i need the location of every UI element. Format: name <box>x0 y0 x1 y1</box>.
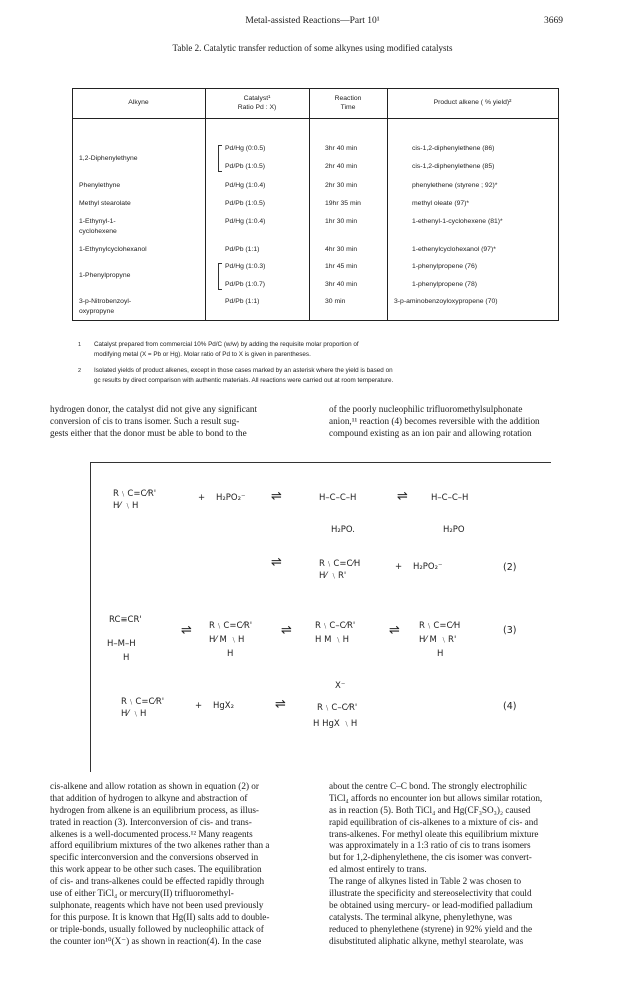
body-text-left-bottom <box>50 781 312 947</box>
intermediate-structure: H–C–C–H <box>431 493 469 503</box>
text-line: for this purpose. It is known that Hg(II) salts add to double- <box>50 911 270 922</box>
table-cell-catalyst: Pd/Pb (1:1) <box>225 298 260 305</box>
text-line: sulphonate, reagents which have not been used previously <box>50 899 264 910</box>
footnote-line: Isolated yields of product alkenes, except in those cases marked by an asterisk where the yield is based on <box>94 367 393 374</box>
table-footnote <box>78 366 558 388</box>
text-line: be obtained using mercury- or lead-modified palladium <box>329 899 533 910</box>
hydride-h: H <box>123 653 130 663</box>
text-line: gests either that the donor must be able to bond to the <box>50 427 247 438</box>
equilibrium-arrow: ⇌ <box>275 697 286 712</box>
metal-h: H <box>437 649 444 659</box>
metal-h: H <box>227 649 234 659</box>
table-cell-time: 1hr 30 min <box>325 218 358 225</box>
text-line: reduced to phenylethene (styrene) in 92% yield and the <box>329 923 533 934</box>
metal-alkyl-structure: R﹨C–C⁄R' <box>315 621 356 631</box>
hypophosphite: H₂PO₂⁻ <box>413 562 443 572</box>
text-line: or triple-bonds, usually followed by nucleophilic attack of <box>50 923 264 934</box>
text-line: anion,¹¹ reaction (4) becomes reversible with the addition <box>329 415 540 426</box>
row-bracket <box>218 263 222 290</box>
table-cell-product: 1-phenylpropene (76) <box>412 263 477 270</box>
text-line: cis-alkene and allow rotation as shown in equation (2) or <box>50 781 259 791</box>
column-divider <box>387 89 388 320</box>
counter-ion: X⁻ <box>335 681 346 691</box>
equation-number-2: (2) <box>503 562 517 573</box>
table-cell-time: 3hr 40 min <box>325 281 358 288</box>
text-line: illustrate the specificity and stereoselectivity that could <box>329 888 532 899</box>
text-line: specific interconversion and the conversions observed in <box>50 852 259 863</box>
text-line: afford equilibrium mixtures of the two alkenes rather than a <box>50 840 270 851</box>
table-caption: Table 2. Catalytic transfer reduction of some alkynes using modified catalysts <box>172 43 453 53</box>
footnote-line: Catalyst prepared from commercial 10% Pd/C (w/w) by adding the requisite molar proportion of <box>94 341 359 348</box>
equilibrium-arrow: ⇌ <box>271 555 282 570</box>
table-cell-catalyst: Pd/Hg (0:0.5) <box>225 145 266 152</box>
product-alkene-structure: R﹨C=C⁄H <box>319 559 361 569</box>
column-divider <box>309 89 310 320</box>
running-header <box>0 16 625 30</box>
text-line: that addition of hydrogen to alkyne and abstraction of <box>50 792 248 803</box>
table-cell-product: phenylethene (styrene ; 92)* <box>412 182 498 189</box>
equation-number-4: (4) <box>503 701 517 712</box>
table-cell-alkyne: Methyl stearolate <box>79 200 131 207</box>
intermediate-substituent: H₂PO <box>443 525 465 535</box>
alkene-substituents: H⁄ ﹨H <box>113 501 139 511</box>
table-cell-alkyne: 1,2-Diphenylethyne <box>79 155 138 162</box>
table-cell-catalyst: Pd/Pb (1:0.7) <box>225 281 266 288</box>
table-cell-time: 2hr 40 min <box>325 163 358 170</box>
table-cell-time: 1hr 45 min <box>325 263 358 270</box>
text-line: rapid equilibration of cis-alkenes to a mixture of cis- and <box>329 816 538 827</box>
text-line: catalysts. The terminal alkyne, phenylethyne, was <box>329 911 513 922</box>
footnote-mark: 1 <box>78 342 82 348</box>
table-cell-catalyst: Pd/Hg (1:0.4) <box>225 218 266 225</box>
metal-alkene-complex: R﹨C=C⁄R' <box>209 621 253 631</box>
table-cell-alkyne: cyclohexene <box>79 228 117 235</box>
alkene-substituents: H⁄ ﹨H <box>121 709 147 719</box>
metal-alkene-substituents: H⁄ M ﹨R' <box>419 635 457 645</box>
table-cell-catalyst: Pd/Pb (1:1) <box>225 246 260 253</box>
table-cell-alkyne: 1-Ethynylcyclohexanol <box>79 246 147 253</box>
text-line: disubstituted aliphatic alkyne, methyl stearolate, was <box>329 935 524 946</box>
metal-alkyl-substituents: H M ﹨H <box>315 635 350 645</box>
table-cell-catalyst: Pd/Hg (1:0.4) <box>225 182 266 189</box>
text-line: The range of alkynes listed in Table 2 was chosen to <box>329 876 522 887</box>
plus-sign: + <box>198 493 206 503</box>
table-cell-catalyst: Pd/Hg (1:0.3) <box>225 263 266 270</box>
table-cell-product: 1-ethenylcyclohexanol (97)* <box>412 246 496 253</box>
table-footnote <box>78 340 558 362</box>
table-cell-product: methyl oleate (97)* <box>412 200 470 207</box>
header-separator <box>72 118 559 119</box>
hypophosphite: H₂PO₂⁻ <box>216 493 246 503</box>
equilibrium-arrow: ⇌ <box>181 623 192 638</box>
text-line: hydrogen from alkene is an equilibrium process, as illus- <box>50 804 259 815</box>
metal-alkene-substituents: H⁄ M ﹨H <box>209 635 245 645</box>
alkene-structure: R﹨C=C⁄R' <box>113 489 157 499</box>
table-cell-time: 19hr 35 min <box>325 200 361 207</box>
text-line: conversion of cis to trans isomer. Such a result sug- <box>50 415 240 426</box>
table-cell-alkyne: Phenylethyne <box>79 182 121 189</box>
footnote-line: modifying metal (X = Pb or Hg). Molar ratio of Pd to X is given in parentheses. <box>94 351 311 358</box>
table-cell-product: cis-1,2-diphenylethene (85) <box>412 163 495 170</box>
text-line: the counter ion¹⁰(X⁻) as shown in reaction(4). In the case <box>50 935 262 946</box>
reaction-scheme <box>90 462 551 772</box>
text-line: use of either TiCl₄ or mercury(II) trifluoromethyl- <box>50 888 234 899</box>
table-cell-time: 3hr 40 min <box>325 145 358 152</box>
body-text-left-top <box>50 404 312 440</box>
alkene-structure: R﹨C=C⁄R' <box>121 697 165 707</box>
equation-number-3: (3) <box>503 625 517 636</box>
text-line: ed almost entirely to trans. <box>329 864 427 875</box>
intermediate-structure: H–C–C–H <box>319 493 357 503</box>
table-cell-time: 30 min <box>325 298 346 305</box>
table-cell-alkyne: 1-Phenylpropyne <box>79 272 131 279</box>
text-line: as in reaction (5). Both TiCl₄ and Hg(CF₃SO₃)₂ caused <box>329 804 531 815</box>
table-cell-alkyne: 1-Ethynyl-1- <box>79 218 116 225</box>
text-line: about the centre C–C bond. The strongly electrophilic <box>329 781 527 791</box>
equilibrium-arrow: ⇌ <box>271 489 282 504</box>
table-cell-catalyst: Pd/Pb (1:0.5) <box>225 200 266 207</box>
data-table <box>72 88 559 321</box>
equilibrium-arrow: ⇌ <box>397 489 408 504</box>
footnote-mark: 2 <box>78 368 82 374</box>
text-line: compound existing as an ion pair and allowing rotation <box>329 427 532 438</box>
table-cell-product: 3-p-aminobenzoyloxypropene (70) <box>394 298 498 305</box>
table-border-right <box>558 89 559 320</box>
column-header-catalyst: Catalyst¹ Ratio Pd : X) <box>237 95 277 111</box>
mercury-salt: HgX₂ <box>213 701 235 711</box>
text-line: of the poorly nucleophilic trifluoromethylsulphonate <box>329 404 523 414</box>
column-header-product: Product alkene ( % yield)² <box>433 99 512 106</box>
table-cell-product: 1-phenylpropene (78) <box>412 281 477 288</box>
table-cell-product: cis-1,2-diphenylethene (86) <box>412 145 495 152</box>
text-line: this work appear to be other such cases. The equilibration <box>50 864 262 875</box>
text-line: trated in reaction (3). Interconversion of cis- and trans- <box>50 816 252 827</box>
text-line: alkenes is a well-documented process.¹² Many reagents <box>50 828 253 839</box>
text-line: trans-alkenes. For methyl oleate this equilibrium mixture <box>329 828 539 839</box>
table-border-left <box>72 89 73 320</box>
row-bracket <box>218 145 222 172</box>
body-text-right-bottom <box>329 781 593 947</box>
alkyne-structure: RC≡CR' <box>109 615 142 625</box>
equilibrium-arrow: ⇌ <box>281 623 292 638</box>
table-cell-product: 1-ethenyl-1-cyclohexene (81)* <box>412 218 503 225</box>
running-title: Metal-assisted Reactions—Part 10¹ <box>245 16 380 26</box>
table-cell-catalyst: Pd/Pb (1:0.5) <box>225 163 266 170</box>
text-line: was approximately in a 1:3 ratio of cis to trans isomers <box>329 840 531 851</box>
metal-alkene-complex: R﹨C=C⁄H <box>419 621 461 631</box>
table-cell-alkyne: 3-p-Nitrobenzoyl- <box>79 298 132 305</box>
mercurinium-substituents: H HgX ﹨H <box>313 719 358 729</box>
page-number: 3669 <box>544 16 563 26</box>
text-line: hydrogen donor, the catalyst did not give any significant <box>50 404 258 414</box>
plus-sign: + <box>395 562 403 572</box>
text-line: TiCl₄ affords no encounter ion but allows similar rotation, <box>329 792 543 803</box>
mercurinium-structure: R﹨C–C⁄R' <box>317 703 358 713</box>
intermediate-substituent: H₂PO. <box>331 525 355 535</box>
equilibrium-arrow: ⇌ <box>389 623 400 638</box>
footnote-line: gc results by direct comparison with authentic materials. All reactions were carried out at room temperature. <box>94 377 394 384</box>
table-cell-time: 2hr 30 min <box>325 182 358 189</box>
column-divider <box>205 89 206 320</box>
text-line: but for 1,2-diphenylethene, the cis isomer was convert- <box>329 852 532 863</box>
metal-hydride: H–M–H <box>107 639 136 649</box>
column-header-time: Reaction Time <box>334 95 362 111</box>
plus-sign: + <box>195 701 203 711</box>
table-cell-alkyne: oxypropyne <box>79 308 115 315</box>
text-line: of cis- and trans-alkenes could be effected rapidly through <box>50 876 265 887</box>
body-text-right-top <box>329 404 593 440</box>
table-cell-time: 4hr 30 min <box>325 246 358 253</box>
column-header-alkyne: Alkyne <box>128 99 149 106</box>
product-alkene-substituents: H⁄ ﹨R' <box>319 571 347 581</box>
